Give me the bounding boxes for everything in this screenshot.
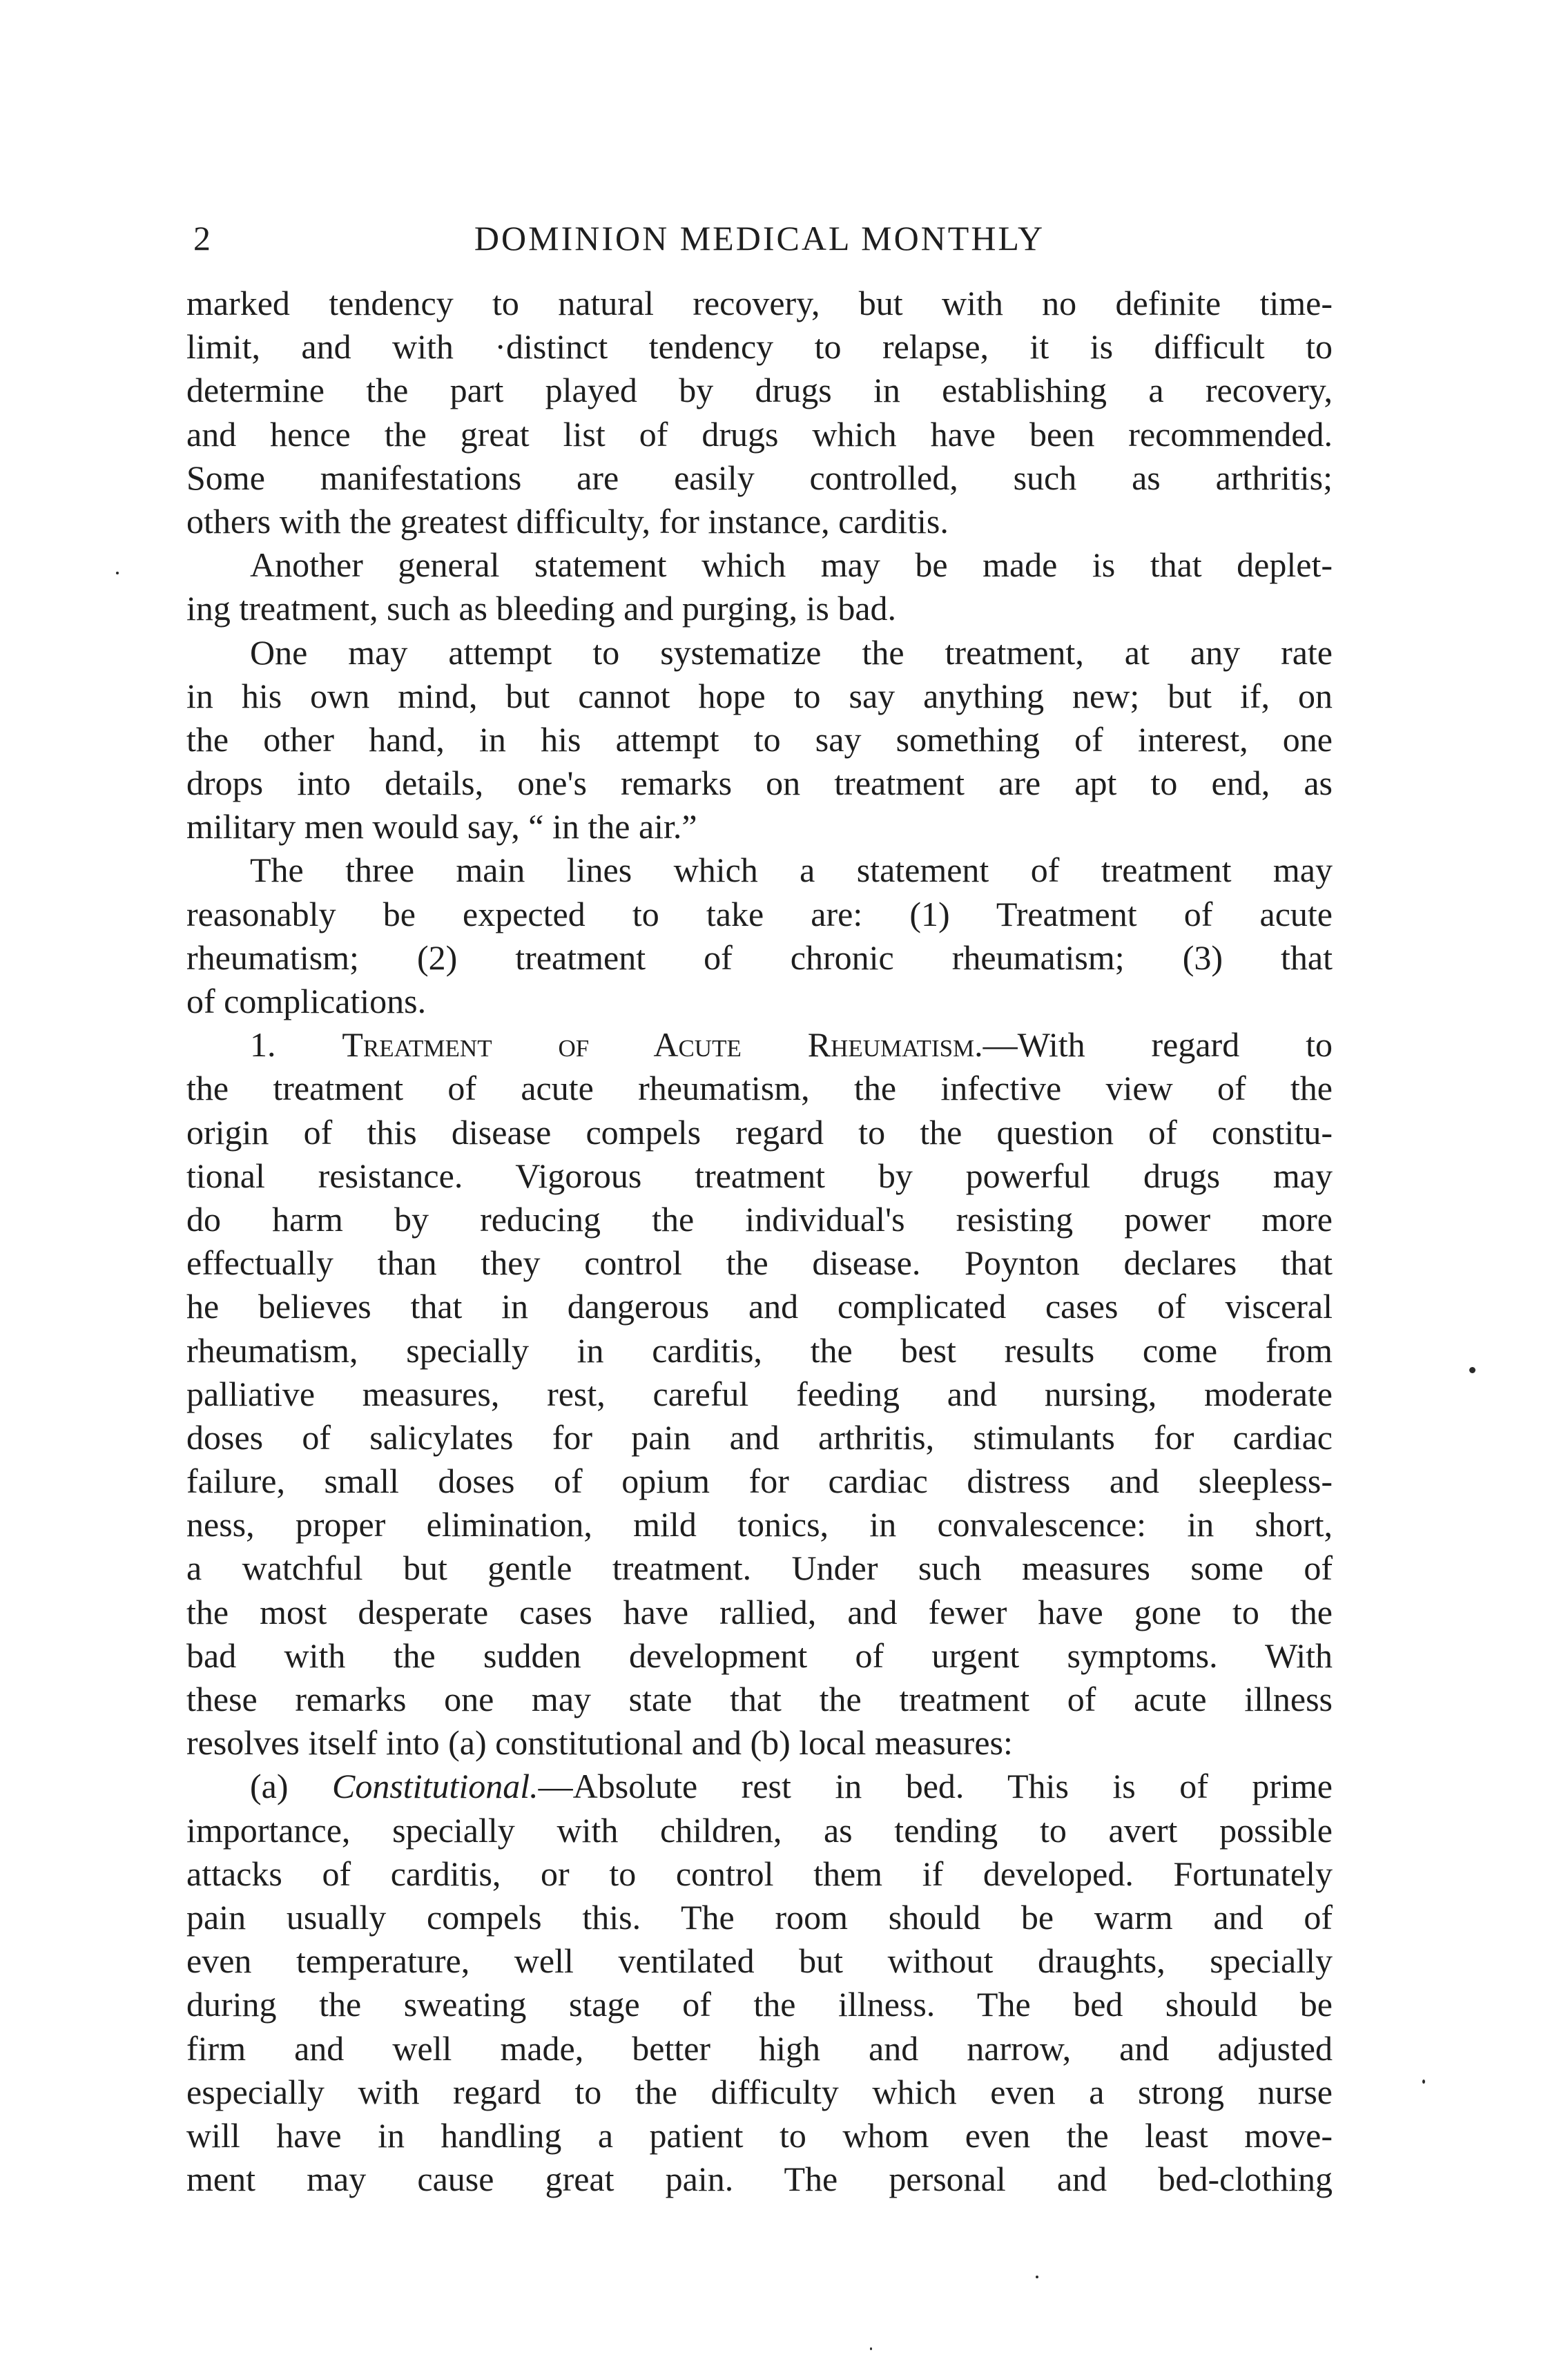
text-line: ness, proper elimination, mild tonics, in convalescence: in short, (186, 1505, 1333, 1544)
page-number: 2 (193, 219, 211, 258)
text-line: reasonably be expected to take are: (1) Treatment of acute (186, 894, 1333, 933)
page-header (0, 207, 1568, 269)
text-line: rheumatism; (2) treatment of chronic rheumatism; (3) that (186, 938, 1333, 977)
text-line: attacks of carditis, or to control them if developed. Fortunately (186, 1854, 1333, 1893)
text-line: and hence the great list of drugs which have been recommended. (186, 414, 1333, 454)
text-line: effectually than they control the disease. Poynton declares that (186, 1243, 1333, 1283)
text-line: a watchful but gentle treatment. Under such measures some of (186, 1549, 1333, 1588)
text-line: marked tendency to natural recovery, but with no definite time- (186, 284, 1333, 322)
subsection-title: Constitutional. (331, 1767, 539, 1806)
text-line: ing treatment, such as bleeding and purging, is bad. (186, 589, 897, 628)
text-line: the other hand, in his attempt to say something of interest, one (186, 719, 1333, 759)
text-line: will have in handling a patient to whom even the least move- (186, 2115, 1333, 2155)
text-line: during the sweating stage of the illness. The bed should be (186, 1985, 1333, 2024)
subsection-lead-in: —Absolute rest in bed. This is of prime (538, 1767, 1333, 1806)
text-line: even temperature, well ventilated but without draughts, specially (186, 1941, 1333, 1981)
body-text (186, 282, 1333, 2201)
text-line: One may attempt to systematize the treatment, at any rate (250, 632, 1333, 672)
paper-speck (1422, 2080, 1425, 2084)
text-line: the most desperate cases have rallied, and fewer have gone to the (186, 1592, 1333, 1631)
text-line: pain usually compels this. The room should be warm and of (186, 1897, 1333, 1937)
paper-speck (116, 572, 119, 574)
text-line: drops into details, one's remarks on treatment are apt to end, as (186, 764, 1333, 803)
text-line: limit, and with ·distinct tendency to relapse, it is difficult to (186, 327, 1333, 367)
text-line: the treatment of acute rheumatism, the infective view of the (186, 1069, 1333, 1108)
text-line: palliative measures, rest, careful feeding and nursing, moderate (186, 1374, 1333, 1413)
text-line: Another general statement which may be made is that deplet- (250, 545, 1333, 585)
paper-speck (1036, 2276, 1038, 2278)
text-line: do harm by reducing the individual's resisting power more (186, 1199, 1333, 1239)
paper-speck (870, 2347, 872, 2350)
text-line: doses of salicylates for pain and arthritis, stimulants for cardiac (186, 1417, 1333, 1457)
text-line: The three main lines which a statement of treatment may (250, 851, 1333, 890)
text-line: of complications. (186, 982, 427, 1020)
text-line: Some manifestations are easily controlled, such as arthritis; (186, 458, 1333, 497)
section-lead-in: —With regard to (983, 1025, 1333, 1065)
text-line: bad with the sudden development of urgent symptoms. With (186, 1636, 1333, 1675)
text-line: especially with regard to the difficulty which even a strong nurse (186, 2072, 1333, 2111)
text-line: these remarks one may state that the treatment of acute illness (186, 1680, 1333, 1718)
text-line: firm and well made, better high and narrow, and adjusted (186, 2028, 1333, 2068)
text-line: determine the part played by drugs in establishing a recovery, (186, 371, 1333, 410)
text-line: failure, small doses of opium for cardiac distress and sleepless- (186, 1462, 1333, 1501)
text-line: he believes that in dangerous and complicated cases of visceral (186, 1287, 1333, 1326)
text-line: in his own mind, but cannot hope to say anything new; but if, on (186, 676, 1333, 715)
text-line: military men would say, “ in the air.” (186, 807, 697, 846)
text-line: origin of this disease compels regard to the question of constitu- (186, 1112, 1333, 1152)
text-line: rheumatism, specially in carditis, the best results come from (186, 1330, 1333, 1370)
section-title: Treatment of Acute Rheumatism. (342, 1025, 983, 1065)
running-head: DOMINION MEDICAL MONTHLY (474, 219, 1045, 258)
section-number: 1. (250, 1025, 342, 1065)
section-heading-line (186, 1023, 1333, 1067)
subsection-heading-line (186, 1765, 1333, 1808)
text-line: tional resistance. Vigorous treatment by powerful drugs may (186, 1156, 1333, 1195)
text-line: others with the greatest difficulty, for instance, carditis. (186, 501, 949, 541)
paper-speck (1469, 1367, 1475, 1373)
text-line: ment may cause great pain. The personal and bed-clothing (186, 2160, 1333, 2199)
text-line: resolves itself into (a) constitutional and (b) local measures: (186, 1723, 1013, 1763)
text-line: importance, specially with children, as tending to avert possible (186, 1810, 1333, 1850)
subsection-marker: (a) (250, 1767, 332, 1806)
